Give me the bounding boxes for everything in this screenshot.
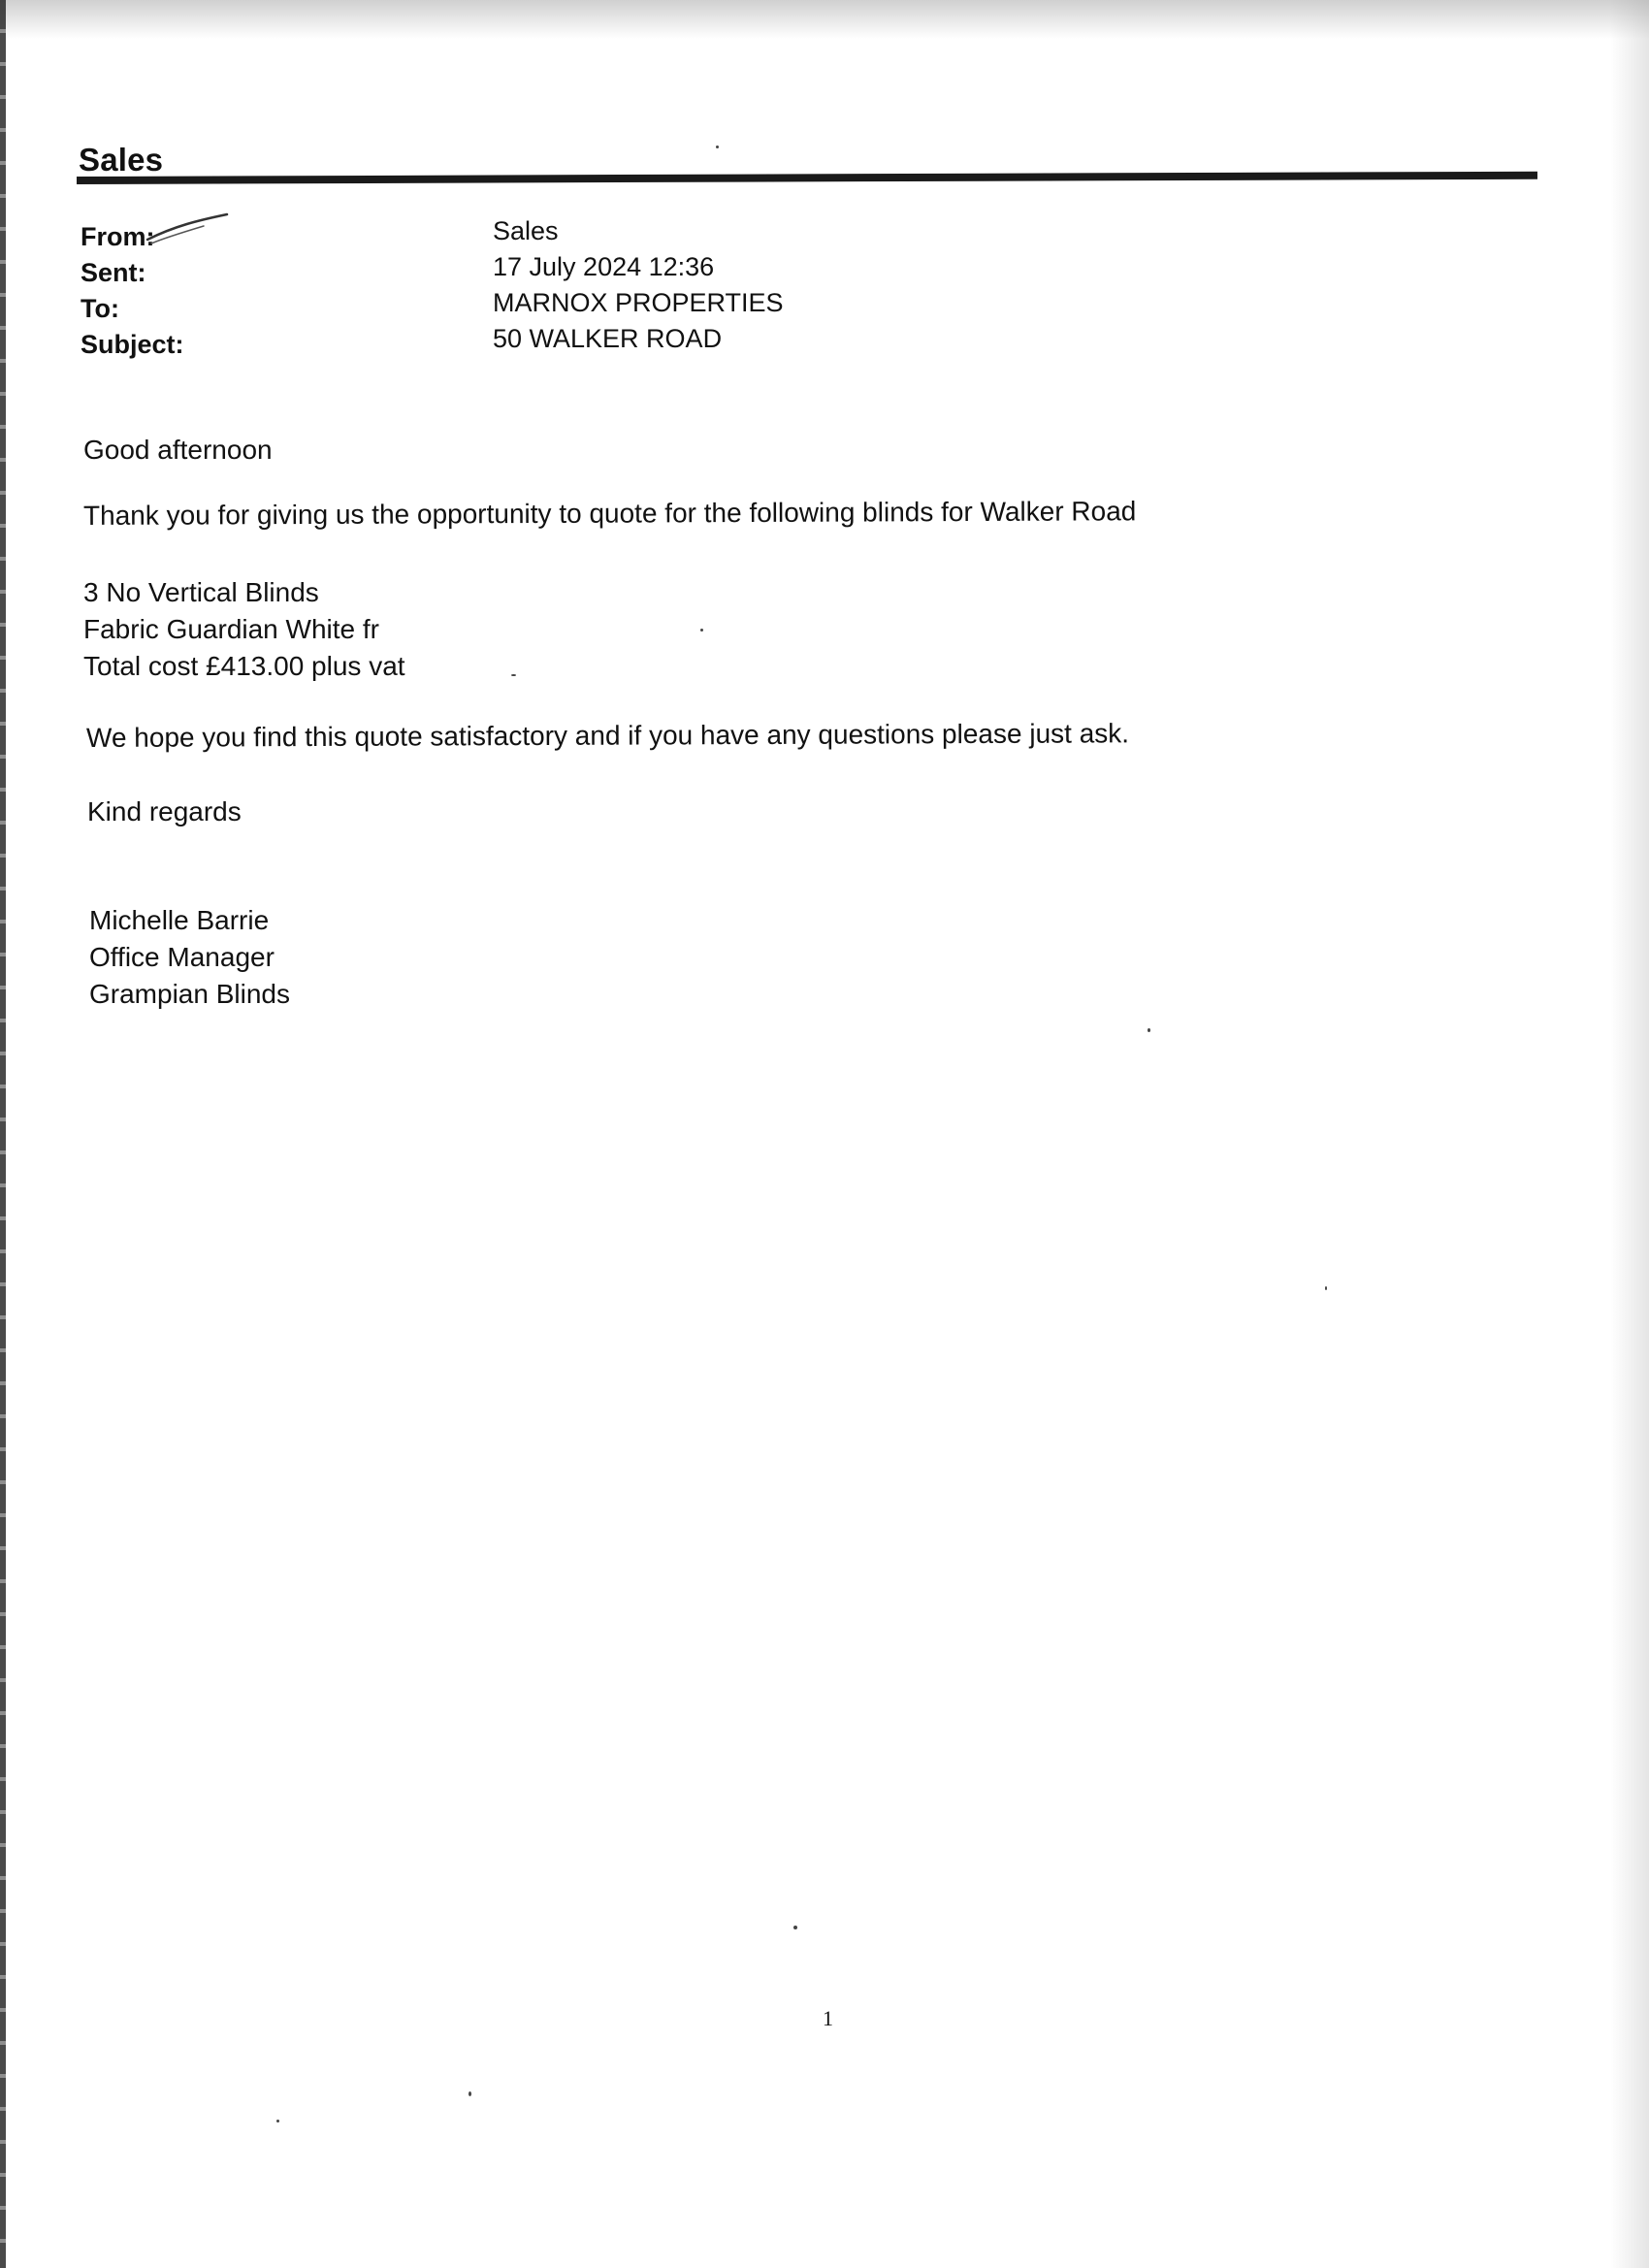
scan-edge-left	[0, 0, 6, 2268]
from-label: From:	[81, 222, 155, 251]
subject-label: Subject:	[81, 330, 184, 359]
sent-label: Sent:	[81, 258, 146, 287]
from-value: Sales	[493, 216, 559, 245]
closing-note: We hope you find this quote satisfactory and if you have any questions please just ask.	[85, 718, 1130, 753]
scan-edge-right	[1610, 0, 1649, 2268]
to-value: MARNOX PROPERTIES	[493, 288, 784, 317]
email-header-values	[493, 213, 784, 357]
signature-role: Office Manager	[89, 942, 275, 972]
sent-value: 17 July 2024 12:36	[493, 252, 715, 281]
to-label: To:	[81, 294, 119, 323]
signature-block	[89, 902, 290, 1013]
quote-items	[83, 574, 405, 685]
signoff-line: Kind regards	[87, 796, 242, 826]
title-divider	[77, 172, 1537, 184]
quote-item: 3 No Vertical Blinds	[83, 577, 319, 607]
scan-speck	[1325, 1286, 1327, 1290]
scan-speck	[276, 2120, 279, 2122]
scan-speck	[511, 674, 516, 676]
scan-speck	[793, 1926, 797, 1929]
greeting-line: Good afternoon	[83, 435, 273, 465]
scan-speck	[1148, 1028, 1150, 1032]
signature-name: Michelle Barrie	[89, 905, 270, 935]
document-title: Sales	[79, 142, 164, 178]
intro-line: Thank you for giving us the opportunity to quote for the following blinds for Walker Road	[82, 496, 1137, 531]
scan-shadow-top	[0, 0, 1649, 39]
scan-speck	[469, 2091, 471, 2096]
scan-speck	[700, 629, 703, 632]
pen-mark-icon	[146, 209, 233, 247]
quote-item: Fabric Guardian White fr	[83, 614, 379, 644]
page-number: 1	[823, 2006, 833, 2030]
scan-speck	[716, 146, 719, 148]
quote-item: Total cost £413.00 plus vat	[83, 651, 405, 681]
subject-value: 50 WALKER ROAD	[493, 324, 723, 353]
signature-company: Grampian Blinds	[89, 979, 290, 1009]
